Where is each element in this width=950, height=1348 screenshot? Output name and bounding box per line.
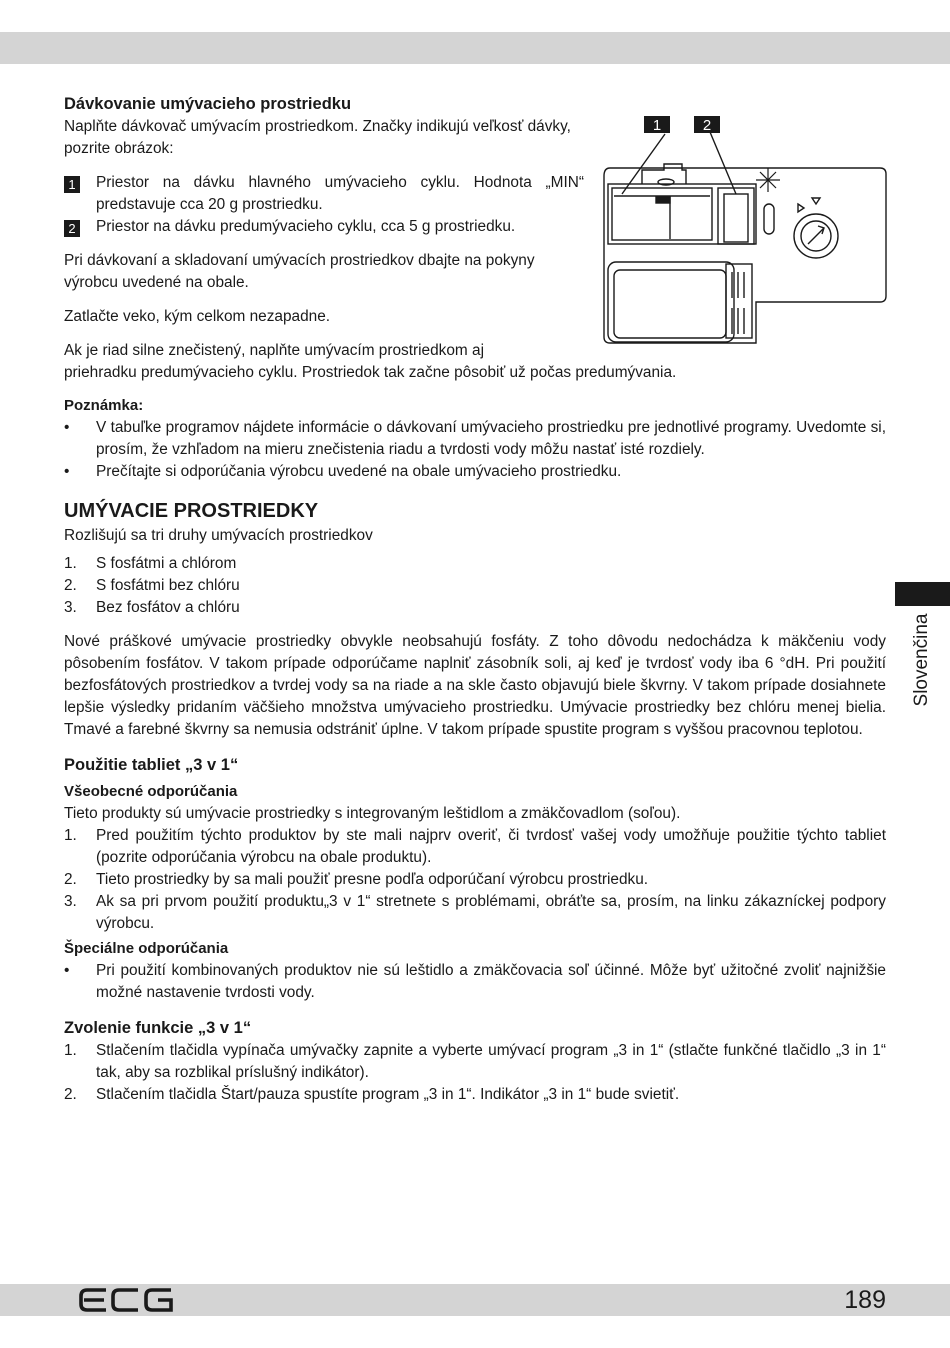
list-number: 1. [64,555,77,572]
general-recommendations-heading: Všeobecné odporúčania [64,783,238,800]
detergents-heading: UMÝVACIE PROSTRIEDKY [64,500,319,522]
list-item [64,1084,886,1106]
note-item [64,461,886,483]
list-number: 1. [64,827,77,844]
detergents-intro: Rozlišujú sa tri druhy umývacích prostriedkov [64,527,373,544]
list-number: 1. [64,1042,77,1059]
marker-box: 2 [64,220,80,237]
list-number: 3. [64,893,77,910]
dosing-paragraph-line: Ak je riad silne znečistený, naplňte umývacím prostriedkom aj [64,342,485,359]
bullet: • [64,419,70,436]
dosing-item-text: Priestor na dávku predumývacieho cyklu, cca 5 g prostriedku. [96,218,516,235]
main-content [64,92,886,1106]
detergents-paragraph: Nové práškové umývacie prostriedky obvykle neobsahujú fosfáty. Z toho dôvodu nedochádza k mäkčeniu vody pôsobením fosfátov. V takom prípade odporúčame naplniť zásobník soli, aj keď je tvrdosť vody iba 6 °dH. Pri použití bezfosfátových prostriedkov a tvrdej vody sa na riade a na skle často objavujú biele škvrny. V takom prípade dosiahnete lepšie výsledky pridaním väčšieho množstva umývacieho prostriedku. Umývacie prostriedky bez chlóru menej bielia. Tmavé a farebné škvrny sa nemusia odstrániť úplne. V takom prípade spustite program s vyššou pracovnou teplotou. [64,633,886,738]
note-text: Prečítajte si odporúčania výrobcu uvedené na obale umývacieho prostriedku. [96,463,622,480]
dosing-item [64,216,584,238]
list-text: Pred použitím týchto produktov by ste mali najprv overiť, či tvrdosť vašej vody umožňuje použitie týchto tabliet (pozrite odporúčania výrobcu na obale produktu). [96,827,886,866]
list-text: S fosfátmi bez chlóru [96,577,240,594]
bullet-text: Pri použití kombinovaných produktov nie sú leštidlo a zmäkčovacia soľ účinné. Môže byť užitočné zvoliť najnižšie možné nastavenie tvrdosti vody. [96,962,886,1001]
list-item [64,825,886,869]
bullet: • [64,463,70,480]
list-number: 3. [64,599,77,616]
figure-label-1: 1 [652,117,662,134]
language-label: Slovenčina [911,613,932,707]
dosing-item [64,172,584,216]
dosing-paragraph-line: priehradku predumývacieho cyklu. Prostriedok tak začne pôsobiť už počas predumývania. [64,364,677,381]
list-text: Stlačením tlačidla vypínača umývačky zapnite a vyberte umývací program „3 in 1“ (stlačte funkčné tlačidlo „3 in 1“ tak, aby sa rozblikal príslušný indikátor). [96,1042,886,1081]
tablets-heading: Použitie tabliet „3 v 1“ [64,756,239,774]
list-number: 2. [64,577,77,594]
bullet-item [64,960,886,1004]
header-bar [0,32,950,64]
list-item [64,553,886,575]
list-text: S fosfátmi a chlórom [96,555,237,572]
dosing-paragraph: Pri dávkovaní a skladovaní umývacích prostriedkov dbajte na pokyny výrobcu uvedené na obale. [64,252,535,291]
general-intro: Tieto produkty sú umývacie prostriedky s integrovaným leštidlom a zmäkčovadlom (soľou). [64,805,681,822]
list-text: Bez fosfátov a chlóru [96,599,240,616]
list-item [64,1040,886,1084]
page-number: 189 [844,1286,886,1314]
list-item [64,869,886,891]
language-tab-marker [895,582,950,606]
dosing-heading: Dávkovanie umývacieho prostriedku [64,95,352,113]
list-item [64,575,886,597]
bullet: • [64,962,70,979]
function-heading: Zvolenie funkcie „3 v 1“ [64,1019,252,1037]
dosing-intro: Naplňte dávkovač umývacím prostriedkom. Značky indikujú veľkosť dávky, pozrite obrázok: [64,118,571,157]
list-number: 2. [64,871,77,888]
list-text: Tieto prostriedky by sa mali použiť presne podľa odporúčaní výrobcu prostriedku. [96,871,649,888]
marker-box: 1 [64,176,80,193]
note-text: V tabuľke programov nájdete informácie o dávkovaní umývacieho prostriedku pre jednotlivé programy. Uvedomte si, prosím, že vzhľadom na mieru znečistenia riadu a tvrdosti vody môžu nastať isté rozdiely. [96,419,886,458]
list-item [64,597,886,619]
note-heading: Poznámka: [64,397,144,414]
dosing-item-text: Priestor na dávku hlavného umývacieho cyklu. Hodnota „MIN“ predstavuje cca 20 g prostriedku. [96,174,584,213]
list-text: Stlačením tlačidla Štart/pauza spustíte program „3 in 1“. Indikátor „3 in 1“ bude svietiť. [96,1086,680,1103]
list-text: Ak sa pri prvom použití produktu„3 v 1“ stretnete s problémami, obráťte sa, prosím, na linku zákazníckej podpory výrobcu. [96,893,886,932]
note-item [64,417,886,461]
figure-label-2: 2 [702,117,712,134]
special-recommendations-heading: Špeciálne odporúčania [64,940,229,957]
dosing-paragraph: Zatlačte veko, kým celkom nezapadne. [64,308,331,325]
list-number: 2. [64,1086,77,1103]
list-item [64,891,886,935]
ecg-logo [78,1287,174,1313]
